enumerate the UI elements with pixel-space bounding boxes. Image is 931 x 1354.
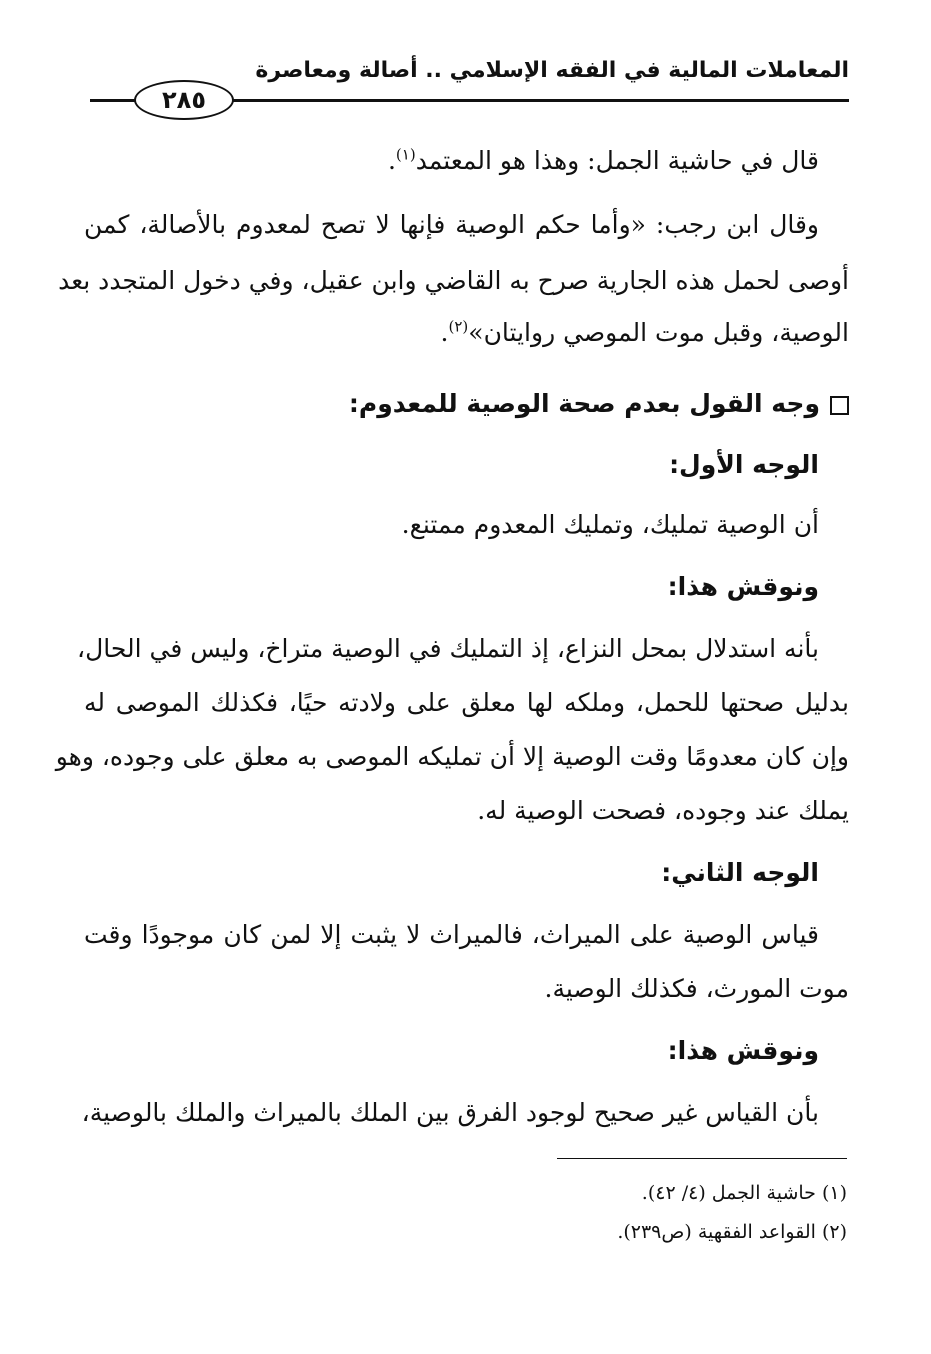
- paragraph-line: بدليل صحتها للحمل، وملكه لها معلق على ولادته حيًا، فكذلك الموصى له: [84, 688, 849, 717]
- page-number: ٢٨٥: [134, 80, 234, 120]
- paragraph-line: قياس الوصية على الميراث، فالميراث لا يثبت إلا لمن كان موجودًا وقت: [84, 920, 819, 949]
- paragraph-line: أوصى لحمل هذه الجارية صرح به القاضي وابن عقيل، وفي دخول المتجدد بعد: [58, 266, 849, 295]
- checkbox-square-icon: [830, 396, 849, 415]
- text-run: الوصية، وقبل موت الموصي روايتان»: [468, 318, 849, 347]
- paragraph-line: يملك عند وجوده، فصحت الوصية له.: [477, 796, 849, 825]
- text-run: .: [440, 318, 449, 347]
- section-heading-text: وجه القول بعدم صحة الوصية للمعدوم:: [348, 389, 820, 418]
- book-title: المعاملات المالية في الفقه الإسلامي .. أصالة ومعاصرة: [255, 58, 849, 83]
- footnote-marker: (٢): [448, 317, 469, 336]
- paragraph-line: بأنه استدلال بمحل النزاع، إذ التمليك في الوصية متراخ، وليس في الحال،: [77, 634, 819, 663]
- paragraph-line: وقال ابن رجب: «وأما حكم الوصية فإنها لا تصح لمعدوم بالأصالة، كمن: [84, 210, 819, 239]
- paragraph-line: موت المورث، فكذلك الوصية.: [544, 974, 849, 1003]
- footnote-rule: [557, 1158, 847, 1159]
- footnote: (٢) القواعد الفقهية (ص٢٣٩).: [617, 1221, 847, 1243]
- subheading: الوجه الأول:: [669, 450, 819, 479]
- subheading: ونوقش هذا:: [667, 1036, 819, 1065]
- paragraph-line: [441, 316, 849, 350]
- subheading: الوجه الثاني:: [661, 858, 819, 887]
- footnote-marker: (١): [395, 145, 416, 164]
- paragraph-line: أن الوصية تمليك، وتمليك المعدوم ممتنع.: [401, 510, 819, 539]
- section-heading: [349, 387, 849, 421]
- footnote: (١) حاشية الجمل (٤/ ٤٢).: [641, 1182, 847, 1204]
- paragraph-line: بأن القياس غير صحيح لوجود الفرق بين الملك بالميراث والملك بالوصية،: [81, 1098, 819, 1127]
- text-run: .: [387, 146, 396, 175]
- paragraph-line: وإن كان معدومًا وقت الوصية إلا أن تمليكه الموصى به معلق على وجوده، وهو: [55, 742, 849, 771]
- text-run: قال في حاشية الجمل: وهذا هو المعتمد: [415, 146, 819, 175]
- subheading: ونوقش هذا:: [667, 572, 819, 601]
- paragraph-line: [388, 144, 819, 178]
